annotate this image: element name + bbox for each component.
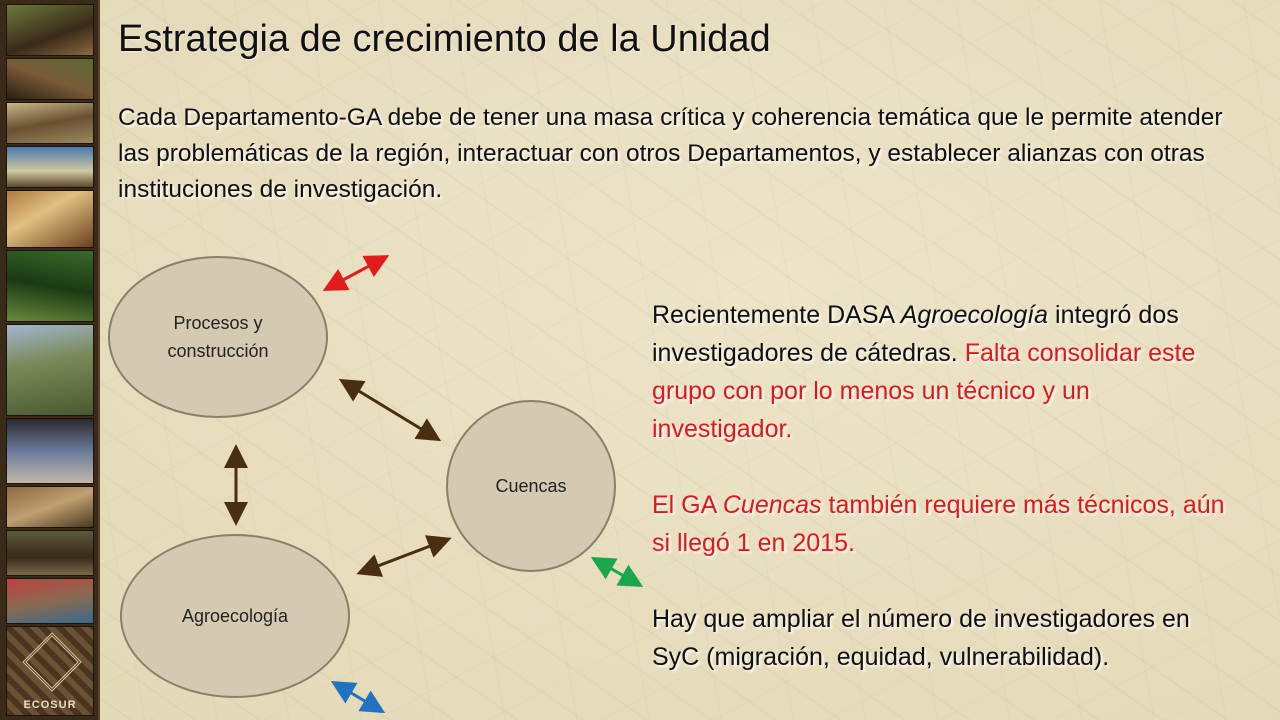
photo-village: [6, 58, 94, 100]
side-p1-em: Agroecología: [900, 301, 1049, 329]
arrow-blue-external: [336, 684, 380, 710]
side-paragraph-3: Hay que ampliar el número de investigadores en SyC (migración, equidad, vulnerabilidad).: [652, 605, 1190, 671]
arrow-procesos-cuencas: [344, 382, 436, 438]
arrow-agroecologia-cuencas: [362, 540, 446, 572]
logo-diamond-icon: [22, 632, 81, 691]
logo-text: ECOSUR: [23, 699, 77, 711]
intro-text: Cada Departamento-GA debe de tener una masa crítica y coherencia temática que le permite atender las problemáticas de la región, interactuar con otros Departamentos, y establecer alianzas con otras instituciones de investigación.: [118, 104, 1223, 203]
photo-children: [6, 578, 94, 624]
arrow-red-external: [328, 258, 384, 288]
node-procesos-label: Procesos y construcción: [167, 313, 269, 361]
photo-landscape: [6, 146, 94, 188]
side-p1-a: Recientemente DASA: [652, 301, 901, 329]
node-procesos: [108, 256, 328, 418]
node-cuencas-label: Cuencas: [495, 476, 567, 496]
photo-strip: [0, 0, 100, 720]
node-agroecologia: [120, 534, 350, 698]
photo-forest: [6, 250, 94, 322]
photo-workshop: [6, 486, 94, 528]
side-p1-b: integró dos investigadores de cátedras.: [652, 301, 1179, 367]
group-diagram: [100, 240, 660, 720]
side-p2-a: El GA: [652, 491, 723, 519]
ecosur-logo: [6, 626, 94, 716]
side-p1-red: Falta consolidar este grupo con por lo menos un técnico y un investigador.: [652, 339, 1196, 443]
photo-house: [6, 530, 94, 576]
photo-meeting: [6, 102, 94, 144]
photo-researcher: [6, 418, 94, 484]
node-cuencas: [446, 400, 616, 572]
side-p2-b: también requiere más técnicos, aún si llegó 1 en 2015.: [652, 491, 1225, 557]
arrow-green-external: [596, 560, 638, 584]
photo-campus: [6, 324, 94, 416]
slide-title: Estrategia de crecimiento de la Unidad: [118, 18, 771, 60]
node-agroecologia-label: Agroecología: [181, 606, 289, 626]
side-text: [652, 296, 1232, 676]
side-p2-em: Cuencas: [722, 491, 822, 519]
photo-people: [6, 4, 94, 56]
photo-building: [6, 190, 94, 248]
side-paragraph-1: [652, 296, 1232, 448]
side-paragraph-2: [652, 486, 1232, 562]
